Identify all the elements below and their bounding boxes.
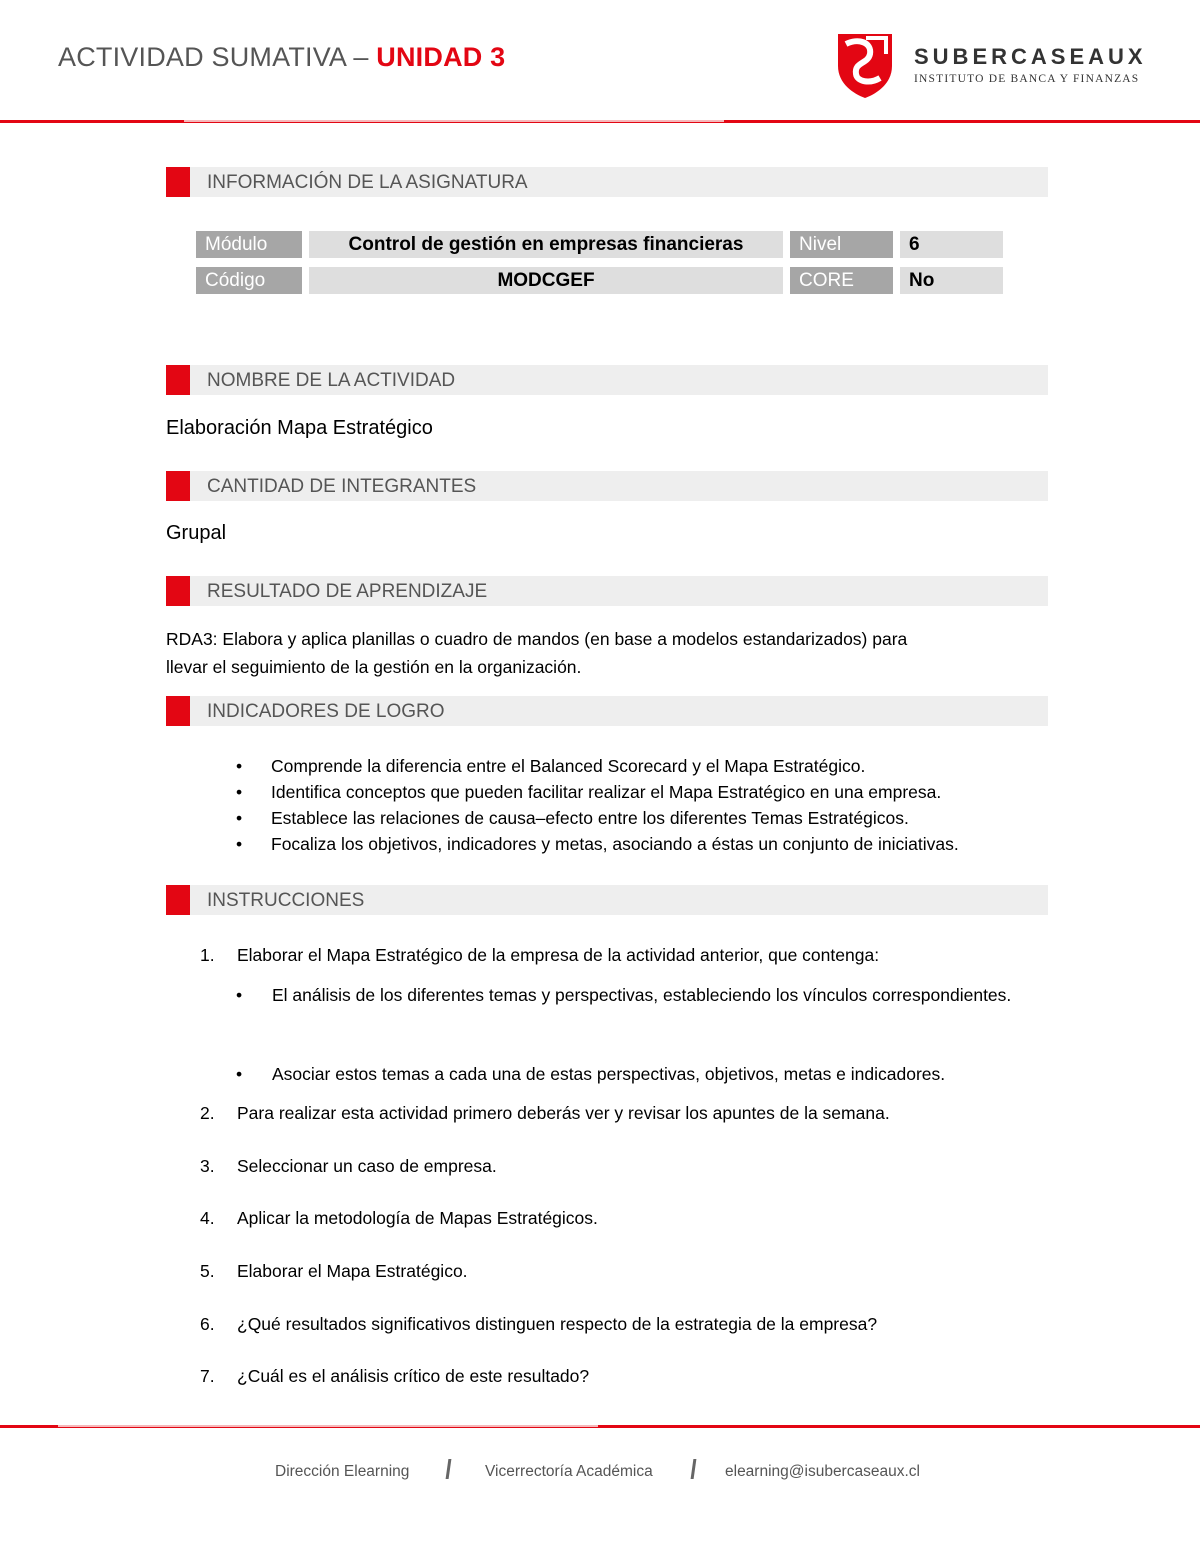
- item-number: 5.: [200, 1261, 215, 1281]
- bullet-icon: •: [236, 1064, 243, 1084]
- section-marker: [166, 576, 190, 606]
- bullet-icon: •: [236, 808, 243, 828]
- item-number: 1.: [200, 945, 215, 965]
- subercaseaux-logo-icon: [836, 32, 894, 100]
- learning-line-2: llevar el seguimiento de la gestión en la organización.: [166, 657, 582, 677]
- section-members-header: [166, 471, 1048, 501]
- footer-email-link[interactable]: elearning@isubercaseaux.cl: [725, 1463, 920, 1480]
- section-activity-header: [166, 365, 1048, 395]
- section-label: CANTIDAD DE INTEGRANTES: [207, 476, 477, 497]
- modulo-value: Control de gestión en empresas financieras: [309, 231, 783, 258]
- brand-subtitle: INSTITUTO DE BANCA Y FINANZAS: [914, 73, 1140, 85]
- item-text: Aplicar la metodología de Mapas Estratégicos.: [237, 1208, 598, 1228]
- section-learning-header: [166, 576, 1048, 606]
- footer-separator: [691, 1459, 697, 1479]
- footer-direccion: Dirección Elearning: [275, 1463, 410, 1480]
- bullet-icon: •: [236, 782, 243, 802]
- item-text: Para realizar esta actividad primero deberás ver y revisar los apuntes de la semana.: [237, 1103, 890, 1123]
- item-text: ¿Cuál es el análisis crítico de este resultado?: [237, 1366, 590, 1386]
- item-text: Seleccionar un caso de empresa.: [237, 1156, 497, 1176]
- item-text: Elaborar el Mapa Estratégico.: [237, 1261, 468, 1281]
- item-number: 2.: [200, 1103, 215, 1123]
- indicator-text: Establece las relaciones de causa–efecto entre los diferentes Temas Estratégicos.: [271, 808, 909, 828]
- nivel-value: 6: [900, 231, 1003, 258]
- footer-separator: [446, 1459, 452, 1479]
- section-label: INFORMACIÓN DE LA ASIGNATURA: [207, 172, 528, 193]
- instruction-subitem: [236, 1054, 1033, 1094]
- item-number: 3.: [200, 1156, 215, 1176]
- item-text: ¿Qué resultados significativos distinguen respecto de la estrategia de la empresa?: [237, 1314, 878, 1334]
- item-number: 7.: [200, 1366, 215, 1386]
- document-title: [58, 42, 505, 73]
- indicator-text: Comprende la diferencia entre el Balanced Scorecard y el Mapa Estratégico.: [271, 756, 866, 776]
- codigo-value: MODCGEF: [309, 267, 783, 294]
- section-marker: [166, 167, 190, 197]
- footer-rule-accent: [58, 1425, 598, 1427]
- section-label: INSTRUCCIONES: [207, 890, 365, 911]
- nivel-label: Nivel: [790, 231, 893, 258]
- core-label: CORE: [790, 267, 893, 294]
- codigo-label: Código: [196, 267, 302, 294]
- section-label: RESULTADO DE APRENDIZAJE: [207, 581, 488, 602]
- learning-outcome: [166, 625, 1016, 681]
- bullet-icon: •: [236, 756, 243, 776]
- section-marker: [166, 885, 190, 915]
- activity-name: Elaboración Mapa Estratégico: [166, 417, 433, 439]
- section-label: NOMBRE DE LA ACTIVIDAD: [207, 370, 456, 391]
- core-value: No: [900, 267, 1003, 294]
- instruction-subitem: [236, 975, 1033, 1015]
- list-item: [236, 831, 1046, 857]
- section-instructions-header: [166, 885, 1048, 915]
- item-text: Elaborar el Mapa Estratégico de la empresa de la actividad anterior, que contenga:: [237, 945, 880, 965]
- list-item: [236, 779, 1046, 805]
- section-label: INDICADORES DE LOGRO: [207, 701, 445, 722]
- section-indicators-header: [166, 696, 1048, 726]
- learning-code: RDA3:: [166, 629, 218, 649]
- bullet-icon: •: [236, 834, 243, 854]
- section-marker: [166, 696, 190, 726]
- list-item: [236, 753, 1046, 779]
- section-marker: [166, 471, 190, 501]
- footer-vicerrectoria: Vicerrectoría Académica: [485, 1463, 653, 1480]
- subitem-text: El análisis de los diferentes temas y perspectivas, estableciendo los vínculos correspondientes.: [272, 985, 1012, 1005]
- title-highlight: UNIDAD 3: [376, 42, 506, 72]
- item-number: 6.: [200, 1314, 215, 1334]
- header-rule-accent: [184, 120, 724, 122]
- title-prefix: ACTIVIDAD SUMATIVA –: [58, 42, 377, 72]
- brand-name: SUBERCASEAUX: [914, 44, 1147, 69]
- learning-line-1: Elabora y aplica planillas o cuadro de mandos (en base a modelos estandarizados) para: [217, 629, 908, 649]
- modulo-label: Módulo: [196, 231, 302, 258]
- section-marker: [166, 365, 190, 395]
- item-number: 4.: [200, 1208, 215, 1228]
- members-value: Grupal: [166, 522, 227, 544]
- indicator-text: Identifica conceptos que pueden facilitar realizar el Mapa Estratégico en una empresa.: [271, 782, 942, 802]
- indicators-list: [236, 753, 1046, 857]
- subitem-text: Asociar estos temas a cada una de estas perspectivas, objetivos, metas e indicadores.: [272, 1064, 946, 1084]
- list-item: [236, 805, 1046, 831]
- section-info-header: [166, 167, 1048, 197]
- indicator-text: Focaliza los objetivos, indicadores y metas, asociando a éstas un conjunto de iniciativas.: [271, 834, 959, 854]
- bullet-icon: •: [236, 985, 243, 1005]
